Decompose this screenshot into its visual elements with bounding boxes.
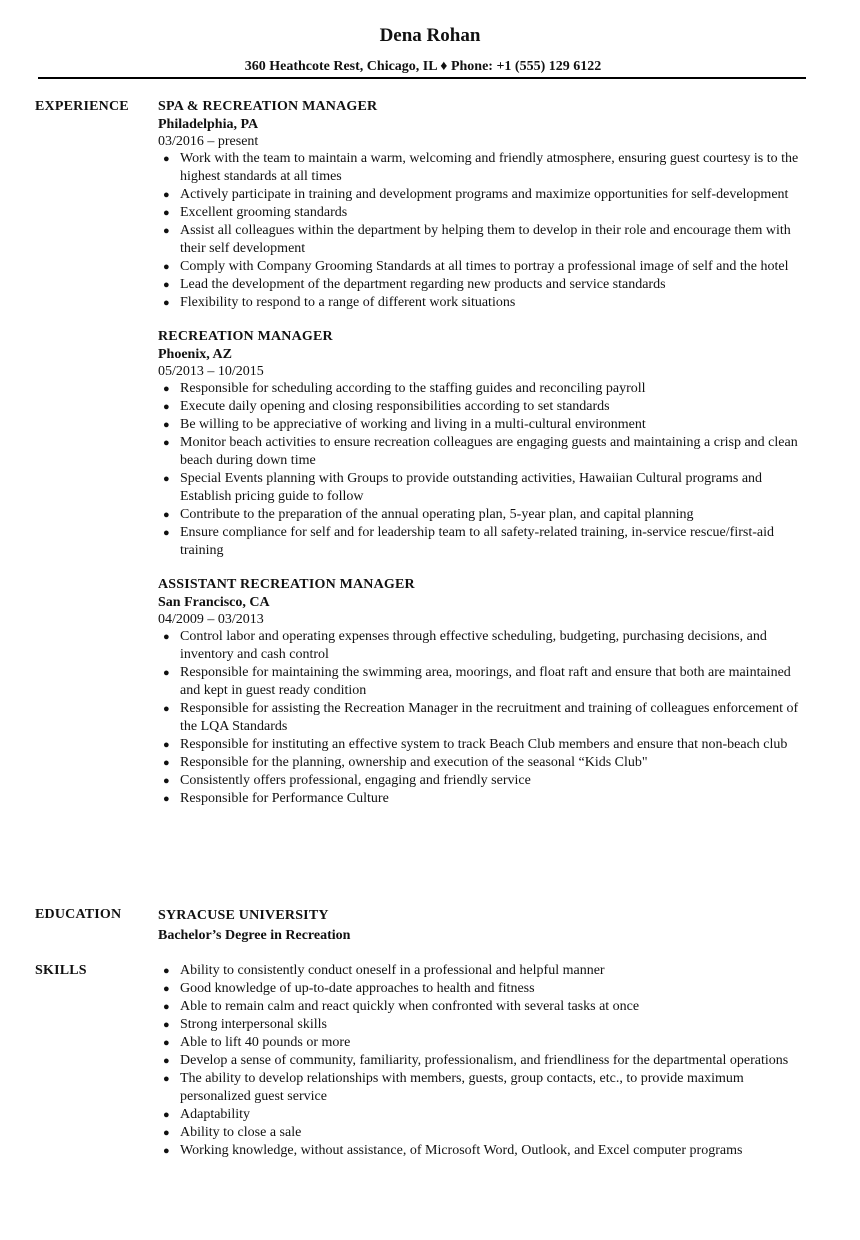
school-name: SYRACUSE UNIVERSITY	[158, 908, 329, 923]
bullet-icon: ●	[163, 983, 170, 995]
bullet-icon: ●	[163, 437, 170, 449]
skill-item: ● Ability to consistently conduct oneself in a professional and helpful manner	[163, 963, 605, 978]
duty-item: ● Assist all colleagues within the department by helping them to develop in their role and encourage them with their self development	[163, 223, 791, 256]
bullet-icon: ●	[163, 703, 170, 715]
bullet-icon: ●	[163, 965, 170, 977]
education-body	[158, 906, 808, 946]
skill-item: ● Ability to close a sale	[163, 1125, 302, 1140]
bullet-icon: ●	[163, 189, 170, 201]
job-title: ASSISTANT RECREATION MANAGER	[158, 577, 415, 592]
duty-item: ● Responsible for Performance Culture	[163, 791, 389, 806]
candidate-name: Dena Rohan	[379, 25, 481, 46]
job-dates: 04/2009 – 03/2013	[158, 612, 264, 627]
job-duties	[158, 150, 808, 312]
degree-name: Bachelor’s Degree in Recreation	[158, 928, 351, 943]
bullet-icon: ●	[163, 1127, 170, 1139]
skill-item: ● Able to lift 40 pounds or more	[163, 1035, 351, 1050]
job-entry	[158, 576, 808, 808]
duty-item: ● Consistently offers professional, engaging and friendly service	[163, 773, 531, 788]
duty-item: ● Be willing to be appreciative of working and living in a multi-cultural environment	[163, 417, 646, 432]
job-duties	[158, 380, 808, 560]
bullet-icon: ●	[163, 261, 170, 273]
bullet-icon: ●	[163, 225, 170, 237]
skill-item: ● The ability to develop relationships with members, guests, group contacts, etc., to provide maximum personalized guest service	[163, 1071, 744, 1104]
job-dates: 05/2013 – 10/2015	[158, 364, 264, 379]
skill-item: ● Strong interpersonal skills	[163, 1017, 327, 1032]
job-title: SPA & RECREATION MANAGER	[158, 99, 378, 114]
bullet-icon: ●	[163, 527, 170, 539]
bullet-icon: ●	[163, 383, 170, 395]
job-entry	[158, 98, 808, 312]
bullet-icon: ●	[163, 1019, 170, 1031]
job-location: Philadelphia, PA	[158, 117, 259, 132]
duty-item: ● Ensure compliance for self and for leadership team to all safety-related training, in-service rescue/first-aid training	[163, 525, 774, 558]
bullet-icon: ●	[163, 739, 170, 751]
duty-item: ● Lead the development of the department regarding new products and service standards	[163, 277, 666, 292]
bullet-icon: ●	[163, 1073, 170, 1085]
duty-item: ● Execute daily opening and closing responsibilities according to set standards	[163, 399, 610, 414]
experience-label: EXPERIENCE	[35, 99, 129, 114]
skill-item: ● Able to remain calm and react quickly when confronted with several tasks at once	[163, 999, 640, 1014]
skill-item: ● Working knowledge, without assistance, of Microsoft Word, Outlook, and Excel computer programs	[163, 1143, 743, 1158]
duty-item: ● Contribute to the preparation of the annual operating plan, 5-year plan, and capital planning	[163, 507, 694, 522]
skills-list	[158, 962, 808, 1160]
job-location: Phoenix, AZ	[158, 347, 232, 362]
skill-item: ● Adaptability	[163, 1107, 250, 1122]
duty-item: ● Excellent grooming standards	[163, 205, 348, 220]
skill-item: ● Develop a sense of community, familiarity, professionalism, and friendliness for the departmental operations	[163, 1053, 789, 1068]
job-location: San Francisco, CA	[158, 595, 270, 610]
bullet-icon: ●	[163, 631, 170, 643]
duty-item: ● Work with the team to maintain a warm, welcoming and friendly atmosphere, ensuring guest courtesy is to the highest standards at all times	[163, 151, 799, 184]
bullet-icon: ●	[163, 1037, 170, 1049]
bullet-icon: ●	[163, 401, 170, 413]
duty-item: ● Comply with Company Grooming Standards at all times to portray a professional image of self and the hotel	[163, 259, 789, 274]
skill-item: ● Good knowledge of up-to-date approaches to health and fitness	[163, 981, 535, 996]
header-divider	[38, 77, 806, 79]
bullet-icon: ●	[163, 509, 170, 521]
bullet-icon: ●	[163, 279, 170, 291]
contact-line: 360 Heathcote Rest, Chicago, IL ♦ Phone: +1 (555) 129 6122	[244, 59, 602, 74]
duty-item: ● Flexibility to respond to a range of different work situations	[163, 295, 516, 310]
job-entry	[158, 328, 808, 560]
duty-item: ● Monitor beach activities to ensure recreation colleagues are engaging guests and maintaining a crisp and clean beach during down time	[163, 435, 798, 468]
duty-item: ● Control labor and operating expenses through effective scheduling, budgeting, purchasing decisions, and inventory and cash control	[163, 629, 767, 662]
bullet-icon: ●	[163, 1109, 170, 1121]
bullet-icon: ●	[163, 667, 170, 679]
bullet-icon: ●	[163, 419, 170, 431]
bullet-icon: ●	[163, 297, 170, 309]
job-dates: 03/2016 – present	[158, 134, 259, 149]
duty-item: ● Responsible for maintaining the swimming area, moorings, and float raft and ensure that both are maintained and kept in guest ready condition	[163, 665, 791, 698]
duty-item: ● Responsible for instituting an effective system to track Beach Club members and ensure that non-beach club	[163, 737, 788, 752]
job-title: RECREATION MANAGER	[158, 329, 333, 344]
bullet-icon: ●	[163, 775, 170, 787]
experience-body	[158, 98, 808, 808]
education-label: EDUCATION	[35, 907, 122, 922]
bullet-icon: ●	[163, 793, 170, 805]
bullet-icon: ●	[163, 1055, 170, 1067]
duty-item: ● Special Events planning with Groups to provide outstanding activities, Hawaiian Cultural programs and Establish pricing guide to follow	[163, 471, 763, 504]
bullet-icon: ●	[163, 1001, 170, 1013]
skills-body	[158, 962, 808, 1160]
duty-item: ● Responsible for assisting the Recreation Manager in the recruitment and training of colleagues enforcement of the LQA Standards	[163, 701, 799, 734]
job-duties	[158, 628, 808, 808]
duty-item: ● Actively participate in training and development programs and maximize opportunities for self-development	[163, 187, 789, 202]
bullet-icon: ●	[163, 207, 170, 219]
bullet-icon: ●	[163, 757, 170, 769]
bullet-icon: ●	[163, 153, 170, 165]
bullet-icon: ●	[163, 473, 170, 485]
bullet-icon: ●	[163, 1145, 170, 1157]
duty-item: ● Responsible for scheduling according to the staffing guides and reconciling payroll	[163, 381, 646, 396]
skills-label: SKILLS	[35, 963, 87, 978]
duty-item: ● Responsible for the planning, ownership and execution of the seasonal “Kids Club"	[163, 755, 648, 770]
